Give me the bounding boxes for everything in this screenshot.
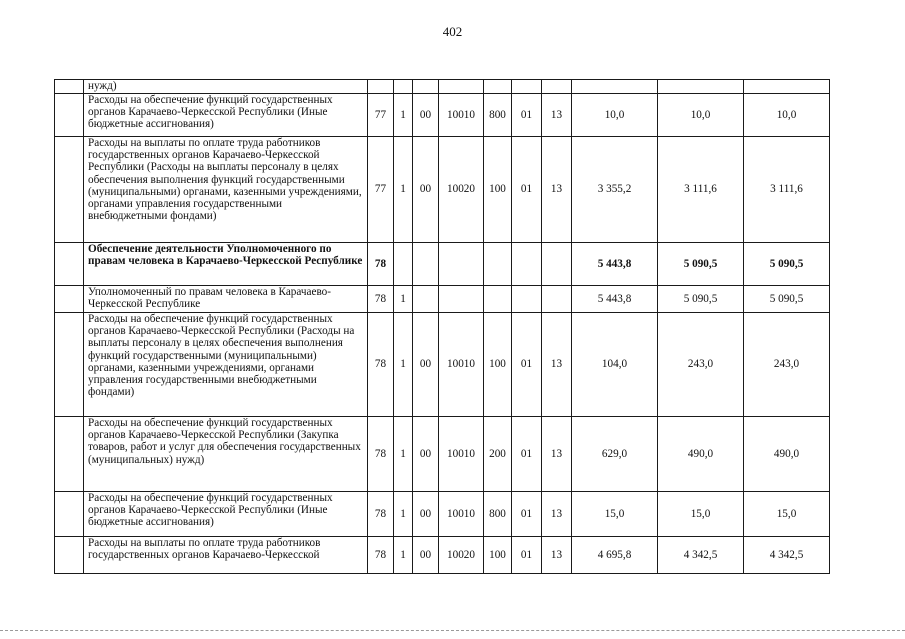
row-index-cell [55,417,84,492]
amount-2021: 4 342,5 [744,537,830,574]
amount-2021: 490,0 [744,417,830,492]
rz-code [512,243,542,286]
sub-code: 1 [394,492,413,537]
amount-2020: 15,0 [658,492,744,537]
row-description: Расходы на обеспечение функций государственных органов Карачаево-Черкесской Республики (Иные бюджетные ассигнования) [84,492,368,537]
pr-code [542,286,572,313]
gp-code: 78 [368,492,394,537]
pr-code: 13 [542,137,572,243]
table-row [55,286,830,313]
amount-2021: 10,0 [744,94,830,137]
row-index-cell [55,492,84,537]
amount-2020 [658,80,744,94]
rz-code: 01 [512,313,542,417]
item-code: 10020 [439,537,484,574]
item-code: 10010 [439,417,484,492]
amount-2019: 5 443,8 [572,243,658,286]
vr-code: 800 [484,492,512,537]
amount-2020: 4 342,5 [658,537,744,574]
sub-code [394,243,413,286]
sub-code: 1 [394,286,413,313]
gp-code: 78 [368,417,394,492]
row-description: Расходы на обеспечение функций государственных органов Карачаево-Черкесской Республики (Расходы на выплаты персоналу в целях обеспечения выполнения функций государственными (муниципальными) органами, казенными учреждениями, органами управления государственными внебюджетными фондами) [84,313,368,417]
dir-code: 00 [413,417,439,492]
amount-2019: 15,0 [572,492,658,537]
row-index-cell [55,313,84,417]
sub-code: 1 [394,313,413,417]
item-code: 10010 [439,313,484,417]
amount-2019: 629,0 [572,417,658,492]
amount-2021: 243,0 [744,313,830,417]
gp-code: 77 [368,94,394,137]
amount-2021: 5 090,5 [744,243,830,286]
vr-code [484,243,512,286]
sub-code: 1 [394,537,413,574]
gp-code: 78 [368,286,394,313]
rz-code: 01 [512,537,542,574]
table-body [55,80,830,574]
row-index-cell [55,80,84,94]
vr-code: 100 [484,313,512,417]
page-number: 402 [442,24,463,39]
table-row [55,417,830,492]
dir-code [413,243,439,286]
vr-code: 100 [484,137,512,243]
row-description: Уполномоченный по правам человека в Карачаево-Черкесской Республике [84,286,368,313]
amount-2021: 3 111,6 [744,137,830,243]
budget-table [54,79,830,574]
table-row [55,537,830,574]
sub-code: 1 [394,417,413,492]
vr-code: 100 [484,537,512,574]
item-code: 10010 [439,492,484,537]
pr-code: 13 [542,94,572,137]
rz-code [512,80,542,94]
amount-2019 [572,80,658,94]
amount-2020: 3 111,6 [658,137,744,243]
gp-code: 78 [368,313,394,417]
pr-code: 13 [542,313,572,417]
amount-2019: 5 443,8 [572,286,658,313]
rz-code [512,286,542,313]
rz-code: 01 [512,417,542,492]
dir-code: 00 [413,492,439,537]
row-index-cell [55,243,84,286]
gp-code: 77 [368,137,394,243]
amount-2019: 104,0 [572,313,658,417]
amount-2020: 490,0 [658,417,744,492]
pr-code: 13 [542,492,572,537]
row-index-cell [55,94,84,137]
row-description: Расходы на обеспечение функций государственных органов Карачаево-Черкесской Республики (Закупка товаров, работ и услуг для обеспечения государственных (муниципальных) нужд) [84,417,368,492]
page-edge-line [0,630,905,631]
amount-2021: 5 090,5 [744,286,830,313]
row-index-cell [55,137,84,243]
amount-2020: 10,0 [658,94,744,137]
amount-2019: 4 695,8 [572,537,658,574]
dir-code: 00 [413,313,439,417]
amount-2020: 5 090,5 [658,243,744,286]
amount-2021: 15,0 [744,492,830,537]
pr-code [542,80,572,94]
vr-code: 800 [484,94,512,137]
pr-code: 13 [542,417,572,492]
dir-code: 00 [413,137,439,243]
row-description: Расходы на обеспечение функций государственных органов Карачаево-Черкесской Республики (Иные бюджетные ассигнования) [84,94,368,137]
amount-2019: 10,0 [572,94,658,137]
dir-code: 00 [413,94,439,137]
rz-code: 01 [512,492,542,537]
row-description: Обеспечение деятельности Уполномоченного по правам человека в Карачаево-Черкесской Республике [84,243,368,286]
table-row [55,243,830,286]
row-description: нужд) [84,80,368,94]
item-code [439,243,484,286]
table-row [55,80,830,94]
amount-2019: 3 355,2 [572,137,658,243]
rz-code: 01 [512,94,542,137]
pr-code: 13 [542,537,572,574]
amount-2020: 243,0 [658,313,744,417]
pr-code [542,243,572,286]
table-row [55,94,830,137]
vr-code [484,80,512,94]
vr-code [484,286,512,313]
amount-2020: 5 090,5 [658,286,744,313]
rz-code: 01 [512,137,542,243]
amount-2021 [744,80,830,94]
row-index-cell [55,537,84,574]
gp-code: 78 [368,537,394,574]
row-description: Расходы на выплаты по оплате труда работников государственных органов Карачаево-Черкесской [84,537,368,574]
table-row [55,492,830,537]
item-code [439,286,484,313]
item-code: 10010 [439,94,484,137]
gp-code: 78 [368,243,394,286]
sub-code [394,80,413,94]
dir-code [413,286,439,313]
vr-code: 200 [484,417,512,492]
gp-code [368,80,394,94]
dir-code: 00 [413,537,439,574]
dir-code [413,80,439,94]
row-description: Расходы на выплаты по оплате труда работников государственных органов Карачаево-Черкесской Республики (Расходы на выплаты персоналу в целях обеспечения выполнения функций государственными (муниципальными) органами, казенными учреждениями, органами управления государственными внебюджетными фондами) [84,137,368,243]
item-code [439,80,484,94]
table-row [55,137,830,243]
item-code: 10020 [439,137,484,243]
sub-code: 1 [394,137,413,243]
sub-code: 1 [394,94,413,137]
row-index-cell [55,286,84,313]
table-row [55,313,830,417]
